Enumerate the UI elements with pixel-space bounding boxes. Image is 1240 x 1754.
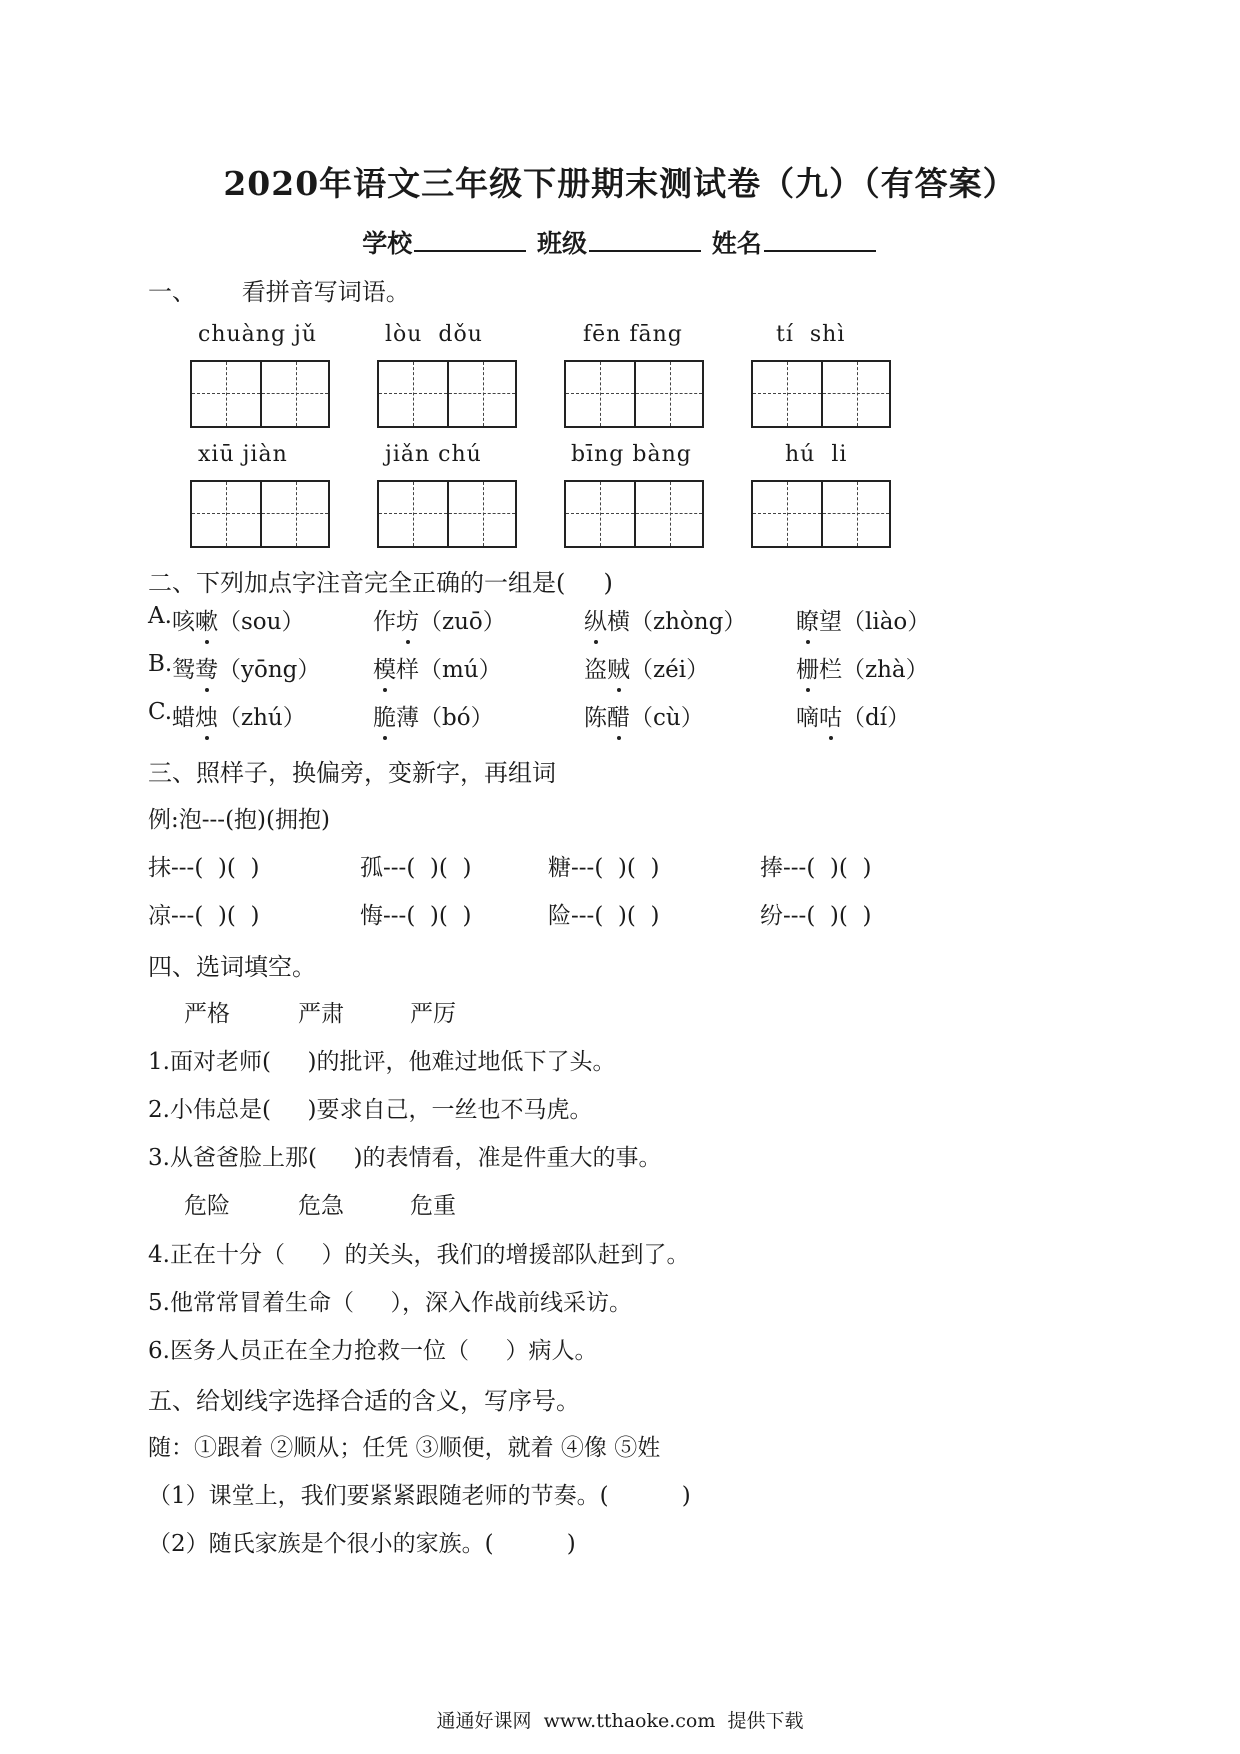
dotted-char: 嗽 [195, 603, 218, 636]
option-row-c [148, 699, 172, 725]
radical-item: 险---( )( ) [548, 903, 660, 929]
pinyin-label: lòu dǒu [385, 322, 483, 347]
pinyin-note: （cù） [630, 705, 704, 731]
class-blank[interactable] [589, 226, 701, 252]
dotted-char: 脆 [373, 699, 396, 732]
writing-grid[interactable] [377, 360, 517, 428]
pinyin-note: （zhà） [842, 657, 929, 683]
writing-grid[interactable] [564, 480, 704, 548]
name-blank[interactable] [764, 226, 876, 252]
dotted-char: 咕 [819, 699, 842, 732]
page-title: 2020年语文三年级下册期末测试卷（九）（有答案） [223, 164, 1017, 203]
term [584, 651, 709, 684]
radical-item: 抹---( )( ) [148, 855, 260, 881]
dotted-char: 纵 [584, 603, 607, 636]
option-row-a [148, 603, 172, 629]
term [796, 699, 910, 732]
word-choice: 危急 [298, 1193, 344, 1219]
section-2-heading: 二、下列加点字注音完全正确的一组是( ) [148, 569, 613, 597]
char: 蜡 [172, 705, 195, 731]
fill-question: 3.从爸爸脸上那( )的表情看，准是件重大的事。 [148, 1145, 662, 1171]
char: 嘀 [796, 705, 819, 731]
dotted-char: 栅 [796, 651, 819, 684]
footer-source: 通通好课网 www.tthaoke.com 提供下载 [436, 1710, 804, 1732]
class-label: 班级 [536, 229, 587, 258]
radical-item: 纷---( )( ) [760, 903, 872, 929]
meaning-question: （1）课堂上，我们要紧紧跟随老师的节奏。( ) [148, 1483, 691, 1509]
pinyin-note: （zhòng） [630, 609, 747, 635]
fill-question: 2.小伟总是( )要求自己，一丝也不马虎。 [148, 1097, 593, 1123]
writing-grid[interactable] [190, 360, 330, 428]
writing-grid[interactable] [190, 480, 330, 548]
pinyin-label: jiǎn chú [385, 442, 482, 467]
writing-grid[interactable] [751, 360, 891, 428]
word-choice: 危险 [184, 1193, 230, 1219]
writing-grid[interactable] [751, 480, 891, 548]
pinyin-label: fēn fāng [583, 322, 683, 347]
word-choice: 危重 [410, 1193, 456, 1219]
meaning-question: （2）随氏家族是个很小的家族。( ) [148, 1531, 576, 1557]
dotted-char: 醋 [607, 699, 630, 732]
school-blank[interactable] [414, 226, 526, 252]
radical-item: 孤---( )( ) [360, 855, 472, 881]
term [373, 603, 506, 636]
word-choice: 严格 [184, 1001, 230, 1027]
dotted-char: 鸯 [195, 651, 218, 684]
option-row-b [148, 651, 172, 677]
char: 望 [819, 609, 842, 635]
pinyin-note: （yōng） [218, 657, 321, 683]
radical-item: 凉---( )( ) [148, 903, 260, 929]
section-5-heading: 五、给划线字选择合适的含义，写序号。 [148, 1387, 580, 1415]
meanings-line: 随：①跟着 ②顺从；任凭 ③顺便，就着 ④像 ⑤姓 [148, 1435, 661, 1461]
section-4-heading: 四、选词填空。 [148, 953, 316, 981]
section-3-heading: 三、照样子，换偏旁，变新字，再组词 [148, 759, 556, 787]
pinyin-note: （bó） [419, 705, 494, 731]
pinyin-note: （sou） [218, 609, 305, 635]
pinyin-note: （zhú） [218, 705, 306, 731]
char: 横 [607, 609, 630, 635]
writing-grid[interactable] [564, 360, 704, 428]
radical-item: 糖---( )( ) [548, 855, 660, 881]
dotted-char: 模 [373, 651, 396, 684]
fill-question: 5.他常常冒着生命（ ），深入作战前线采访。 [148, 1290, 632, 1316]
pinyin-label: hú li [785, 442, 848, 467]
pinyin-note: （zuō） [419, 609, 506, 635]
term [584, 699, 704, 732]
dotted-char: 瞭 [796, 603, 819, 636]
term [796, 603, 930, 636]
radical-item: 捧---( )( ) [760, 855, 872, 881]
name-label: 姓名 [711, 229, 762, 258]
fill-question: 1.面对老师( )的批评，他难过地低下了头。 [148, 1049, 616, 1075]
dotted-char: 贼 [607, 651, 630, 684]
option-label: B. [148, 651, 173, 677]
char: 盗 [584, 657, 607, 683]
term [373, 651, 502, 684]
pinyin-note: （liào） [842, 609, 931, 635]
example-line: 例:泡---(抱)(拥抱) [148, 807, 330, 833]
term [172, 651, 320, 684]
fill-question: 4.正在十分（ ）的关头，我们的增援部队赶到了。 [148, 1242, 690, 1268]
term [796, 651, 929, 684]
dotted-char: 烛 [195, 699, 218, 732]
char: 鸳 [172, 657, 195, 683]
pinyin-label: tí shì [776, 322, 846, 347]
radical-item: 悔---( )( ) [360, 903, 472, 929]
term [584, 603, 746, 636]
option-label: C. [148, 699, 173, 725]
section-1-heading: 一、 看拼音写词语。 [148, 278, 410, 306]
char: 陈 [584, 705, 607, 731]
term [373, 699, 494, 732]
term [172, 603, 304, 636]
pinyin-label: xiū jiàn [198, 442, 288, 467]
char: 栏 [819, 657, 842, 683]
student-info-line [0, 224, 1240, 260]
dotted-char: 坊 [396, 603, 419, 636]
pinyin-note: （mú） [419, 657, 502, 683]
pinyin-note: （dí） [842, 705, 911, 731]
pinyin-label: chuàng jǔ [198, 322, 318, 347]
option-label: A. [148, 603, 172, 629]
school-label: 学校 [362, 229, 413, 258]
writing-grid[interactable] [377, 480, 517, 548]
fill-question: 6.医务人员正在全力抢救一位（ ）病人。 [148, 1338, 598, 1364]
char: 作 [373, 609, 396, 635]
pinyin-label: bīng bàng [571, 442, 692, 467]
term [172, 699, 306, 732]
pinyin-note: （zéi） [630, 657, 710, 683]
char: 样 [396, 657, 419, 683]
char: 咳 [172, 609, 195, 635]
char: 薄 [396, 705, 419, 731]
word-choice: 严厉 [410, 1001, 456, 1027]
word-choice: 严肃 [298, 1001, 344, 1027]
